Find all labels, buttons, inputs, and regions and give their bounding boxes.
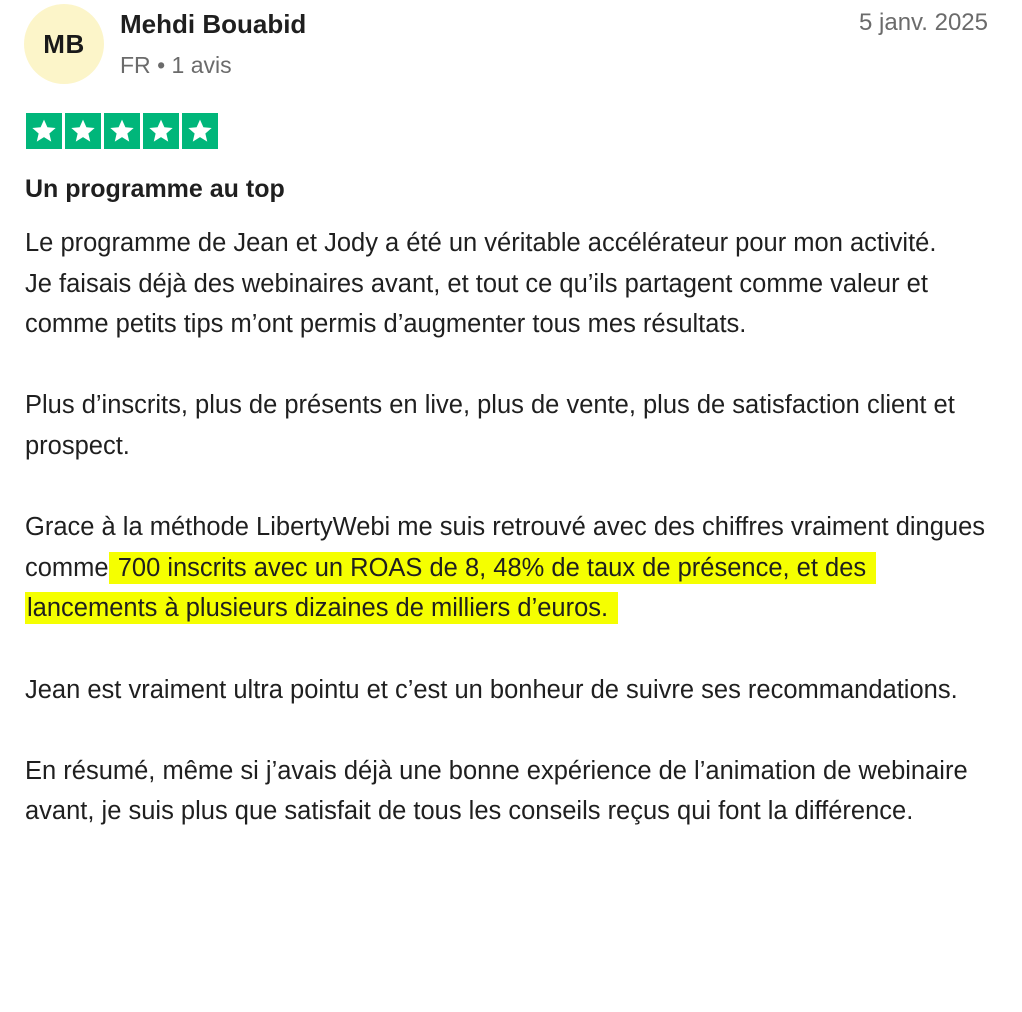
star-rating (26, 113, 218, 149)
highlighted-text (25, 552, 876, 625)
review-paragraph (25, 223, 1000, 345)
review-text: Grace à la méthode LibertyWebi me suis retrouvé avec des chiffres vraiment dingues comme (25, 513, 986, 582)
star-icon (182, 113, 218, 149)
star-icon (65, 113, 101, 149)
star-icon (104, 113, 140, 149)
review-paragraph (25, 670, 1000, 711)
review-paragraph (25, 507, 1000, 629)
review-text: Plus d’inscrits, plus de présents en live, plus de vente, plus de satisfaction client et prospect. (25, 391, 955, 460)
review-text: Je faisais déjà des webinaires avant, et tout ce qu’ils partagent comme valeur et comme petits tips m’ont permis d’augmenter tous mes résultats. (25, 269, 928, 339)
reviewer-meta (120, 50, 232, 80)
review-text: En résumé, même si j’avais déjà une bonne expérience de l’animation de webinaire avant, je suis plus que satisfait de tous les conseils reçus qui font la différence. (25, 756, 968, 826)
review-title: Un programme au top (25, 175, 285, 203)
review-paragraph (25, 385, 1000, 466)
review-text: Le programme de Jean et Jody a été un véritable accélérateur pour mon activité. (25, 229, 937, 257)
avatar[interactable] (24, 4, 104, 84)
meta-separator: • (157, 52, 166, 78)
review-paragraph (25, 751, 1000, 832)
review-body (25, 223, 1000, 832)
star-icon (26, 113, 62, 149)
reviewer-name[interactable]: Mehdi Bouabid (120, 9, 307, 39)
highlighted-text-content: 700 inscrits avec un ROAS de 8, 48% de taux de présence, et des lancements à plusieurs dizaines de milliers d’euros. (27, 553, 867, 623)
reviewer-review-count: 1 avis (171, 52, 232, 78)
reviewer-country: FR (120, 52, 151, 78)
star-icon (143, 113, 179, 149)
review-date: 5 janv. 2025 (859, 9, 988, 36)
avatar-initials: MB (43, 28, 85, 59)
review-text: Jean est vraiment ultra pointu et c’est un bonheur de suivre ses recommandations. (25, 675, 958, 704)
